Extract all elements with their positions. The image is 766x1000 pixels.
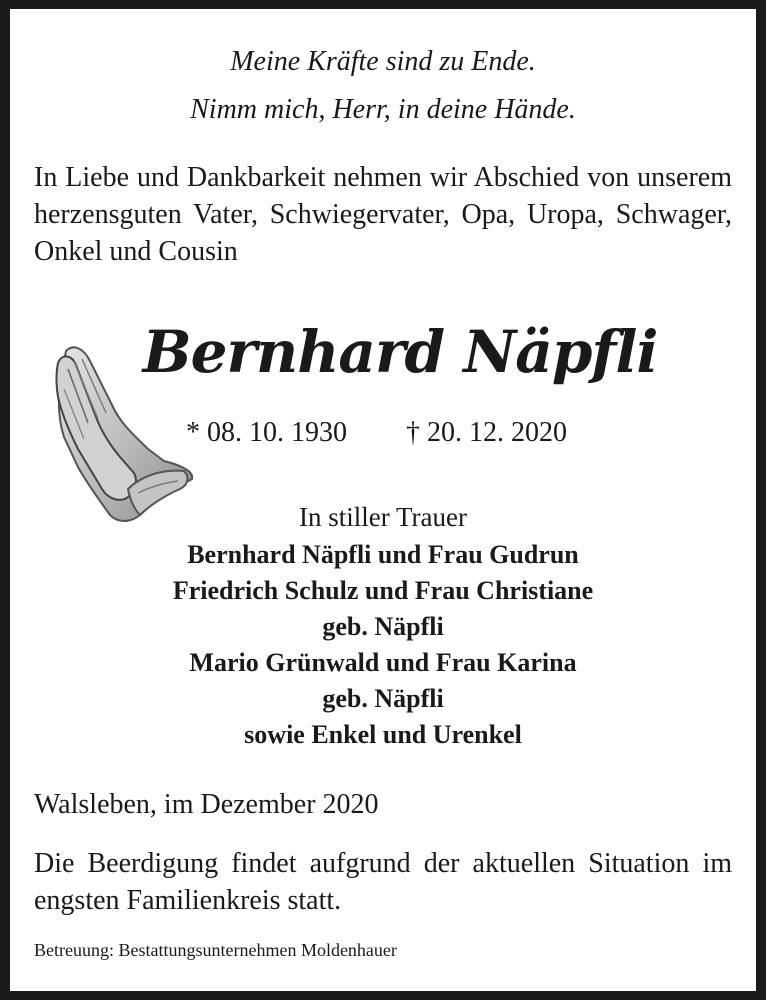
- mourner-line: sowie Enkel und Urenkel: [244, 720, 522, 749]
- birth-date: * 08. 10. 1930: [186, 417, 347, 448]
- mourner-line: Mario Grünwald und Frau Karina: [189, 648, 577, 677]
- intro-text: In Liebe und Dankbarkeit nehmen wir Abschied von unserem herzensguten Vater, Schwiegervater, Opa, Uropa, Schwager, Onkel und Cousin: [34, 162, 732, 267]
- death-date: † 20. 12. 2020: [406, 417, 567, 448]
- place-date: Walsleben, im Dezember 2020: [34, 789, 379, 820]
- mourners-list: [10, 537, 756, 753]
- mourning-label: In stiller Trauer: [299, 502, 467, 532]
- care-note: Betreuung: Bestattungsunternehmen Moldenhauer: [34, 940, 397, 960]
- motto-line-1: Meine Kräfte sind zu Ende.: [230, 46, 536, 77]
- mourner-line: Bernhard Näpfli und Frau Gudrun: [187, 540, 579, 569]
- funeral-note: Die Beerdigung findet aufgrund der aktuellen Situation im engsten Familienkreis statt.: [34, 848, 732, 916]
- mourner-line: Friedrich Schulz und Frau Christiane: [172, 576, 594, 605]
- deceased-name: Bernhard Näpfli: [142, 318, 658, 386]
- motto-line-2: Nimm mich, Herr, in deine Hände.: [190, 94, 576, 125]
- mourner-line: geb. Näpfli: [322, 612, 444, 641]
- mourner-line: geb. Näpfli: [322, 684, 444, 713]
